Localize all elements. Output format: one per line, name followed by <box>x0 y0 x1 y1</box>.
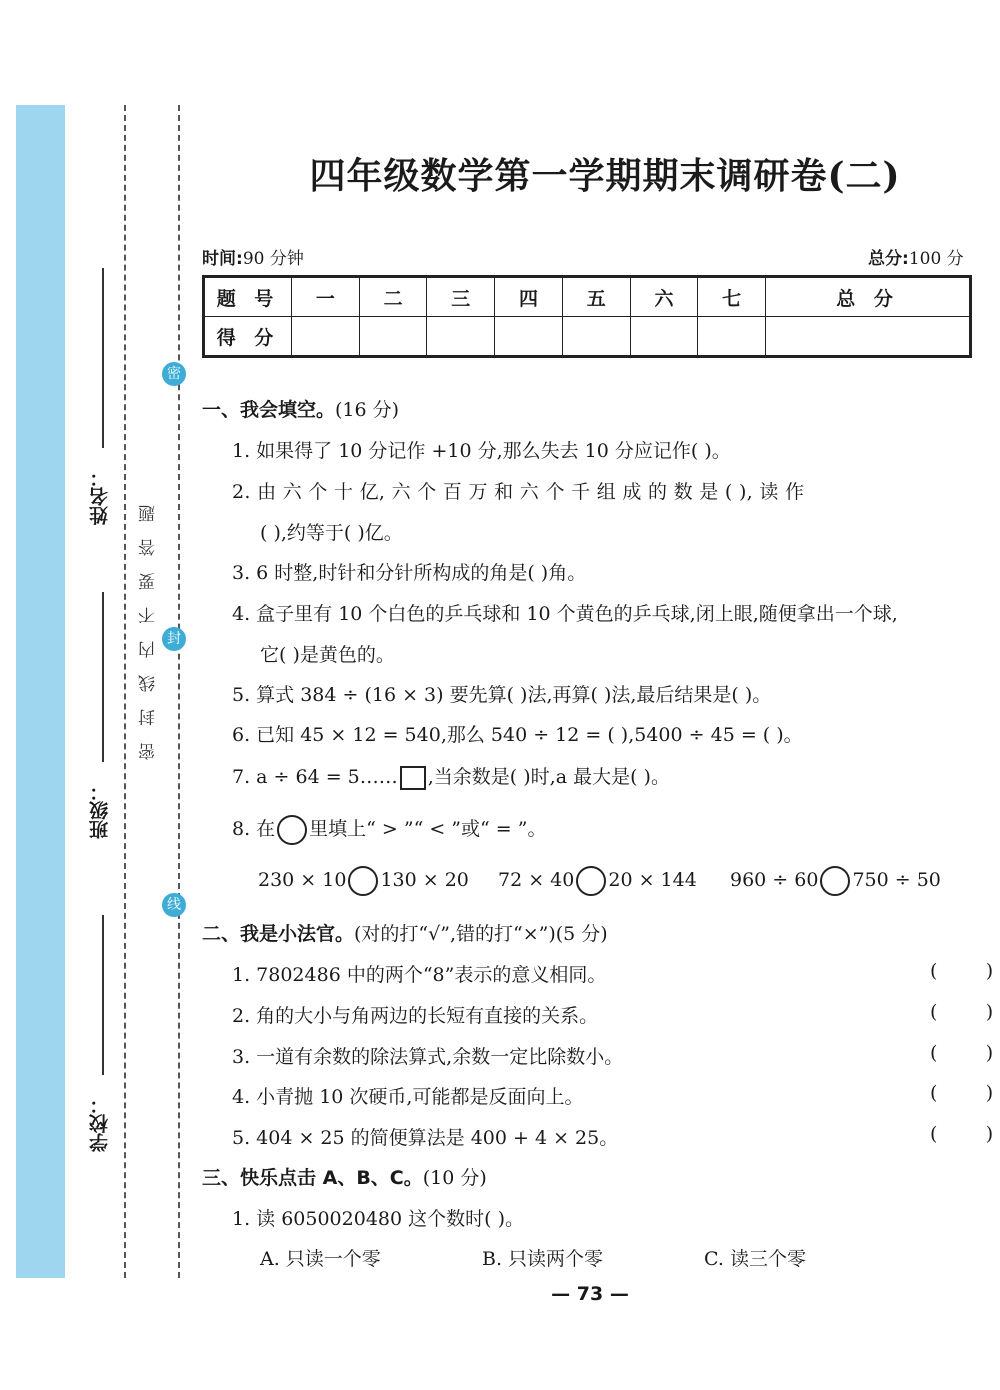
exam-total-score <box>868 244 964 269</box>
s1-question-2a: 2. 由 六 个 十 亿, 六 个 百 万 和 六 个 千 组 成 的 数 是 ( ), 读 作 <box>232 481 805 503</box>
seal-xian-badge: 线 <box>162 893 186 917</box>
s1-question-6: 6. 已知 45 × 12 = 540,那么 540 ÷ 12 = ( ),5400 ÷ 45 = ( )。 <box>232 724 803 746</box>
score-header-cell: 二 <box>359 277 427 317</box>
score-header-cell: 七 <box>698 277 766 317</box>
q7-suffix: ,当余数是( )时,a 最大是( )。 <box>427 766 670 788</box>
score-table <box>202 275 972 358</box>
binding-dashed-line-outer <box>124 105 126 1278</box>
page-number: — 73 — <box>551 1283 629 1305</box>
exam-time <box>202 244 304 269</box>
class-line <box>102 592 104 762</box>
cmp2-right: 20 × 144 <box>608 869 697 891</box>
section1-points: (16 分) <box>335 399 400 421</box>
section2-heading <box>202 919 608 946</box>
compare-circle-1[interactable] <box>348 866 378 896</box>
s2-question-5: 5. 404 × 25 的简便算法是 400 + 4 × 25。 <box>232 1127 619 1149</box>
score-cell[interactable] <box>630 317 698 357</box>
binding-dashed-line-inner <box>178 105 180 1278</box>
answer-paren[interactable]: ( ) <box>930 1042 994 1064</box>
s2-question-3: 3. 一道有余数的除法算式,余数一定比除数小。 <box>232 1046 624 1068</box>
score-row-label: 得 分 <box>204 317 292 357</box>
compare-circle-3[interactable] <box>820 866 850 896</box>
s2-question-1: 1. 7802486 中的两个“8”表示的意义相同。 <box>232 964 607 986</box>
score-cell[interactable] <box>562 317 630 357</box>
score-cell[interactable] <box>359 317 427 357</box>
name-label: 姓名： <box>89 468 111 525</box>
s1-question-5: 5. 算式 384 ÷ (16 × 3) 要先算( )法,再算( )法,最后结果是( )。 <box>232 684 772 706</box>
compare-row <box>258 866 469 896</box>
s2-question-2: 2. 角的大小与角两边的长短有直接的关系。 <box>232 1005 599 1027</box>
s1-question-8 <box>232 814 546 845</box>
score-header-cell: 六 <box>630 277 698 317</box>
cmp1-left: 230 × 10 <box>258 869 347 891</box>
score-table-header-row <box>204 277 971 317</box>
score-label: 总分: <box>868 249 909 269</box>
score-cell[interactable] <box>698 317 766 357</box>
score-header-cell: 三 <box>427 277 495 317</box>
q8-prefix: 8. 在 <box>232 818 276 840</box>
score-value: 100 分 <box>908 249 964 269</box>
s1-question-2b: ( ),约等于( )亿。 <box>260 522 403 544</box>
score-header-cell: 四 <box>495 277 563 317</box>
section1-title: 一、我会填空。 <box>202 399 336 421</box>
cmp2-left: 72 × 40 <box>498 869 575 891</box>
class-label: 班级： <box>89 782 111 839</box>
cmp1-right: 130 × 20 <box>380 869 469 891</box>
compare-circle-example <box>277 815 307 845</box>
section3-heading <box>202 1163 487 1190</box>
score-header-cell: 五 <box>562 277 630 317</box>
answer-paren[interactable]: ( ) <box>930 960 994 982</box>
remainder-box[interactable] <box>400 766 426 790</box>
answer-paren[interactable]: ( ) <box>930 1123 994 1145</box>
s1-question-4a: 4. 盒子里有 10 个白色的乒乓球和 10 个黄色的乒乓球,闭上眼,随便拿出一个球, <box>232 603 898 625</box>
seal-mi-badge: 密 <box>162 362 186 386</box>
s1-question-4b: 它( )是黄色的。 <box>260 644 395 666</box>
score-header-cell: 总 分 <box>766 277 971 317</box>
school-line <box>102 915 104 1075</box>
section3-title: 三、快乐点击 A、B、C。 <box>202 1167 423 1189</box>
s1-question-7 <box>232 762 670 790</box>
answer-paren[interactable]: ( ) <box>930 1082 994 1104</box>
section2-points: (对的打“√”,错的打“×”)(5 分) <box>354 923 608 945</box>
answer-paren[interactable]: ( ) <box>930 1001 994 1023</box>
compare-row <box>498 866 697 896</box>
section2-title: 二、我是小法官。 <box>202 923 355 945</box>
section3-points: (10 分) <box>422 1167 487 1189</box>
seal-feng-badge: 封 <box>162 627 186 651</box>
option-c[interactable]: C. 读三个零 <box>704 1248 806 1270</box>
time-label: 时间: <box>202 249 243 269</box>
name-line <box>102 268 104 448</box>
time-value: 90 分钟 <box>242 249 304 269</box>
score-cell[interactable] <box>292 317 360 357</box>
cmp3-right: 750 ÷ 50 <box>852 869 941 891</box>
s2-question-4: 4. 小青抛 10 次硬币,可能都是反面向上。 <box>232 1086 584 1108</box>
s1-question-1: 1. 如果得了 10 分记作 +10 分,那么失去 10 分应记作( )。 <box>232 440 731 462</box>
school-label: 学校： <box>89 1095 111 1152</box>
compare-circle-2[interactable] <box>576 866 606 896</box>
score-cell[interactable] <box>427 317 495 357</box>
option-b[interactable]: B. 只读两个零 <box>482 1248 604 1270</box>
s1-question-3: 3. 6 时整,时针和分针所构成的角是( )角。 <box>232 562 587 584</box>
binding-strip <box>16 105 65 1278</box>
score-table-score-row <box>204 317 971 357</box>
section1-heading <box>202 395 399 422</box>
compare-row <box>730 866 941 896</box>
option-a[interactable]: A. 只读一个零 <box>260 1248 381 1270</box>
q7-prefix: 7. a ÷ 64 = 5…… <box>232 766 398 788</box>
score-header-cell: 一 <box>292 277 360 317</box>
s3-question-1: 1. 读 6050020480 这个数时( )。 <box>232 1208 524 1230</box>
page-title: 四年级数学第一学期期末调研卷(二) <box>309 155 901 197</box>
seal-warning-text: 密封线内不要答题 <box>139 488 159 760</box>
q8-suffix: 里填上“ > ”“ < ”或“ = ”。 <box>309 818 547 840</box>
score-cell[interactable] <box>495 317 563 357</box>
cmp3-left: 960 ÷ 60 <box>730 869 819 891</box>
score-header-cell: 题 号 <box>204 277 292 317</box>
score-cell[interactable] <box>766 317 971 357</box>
